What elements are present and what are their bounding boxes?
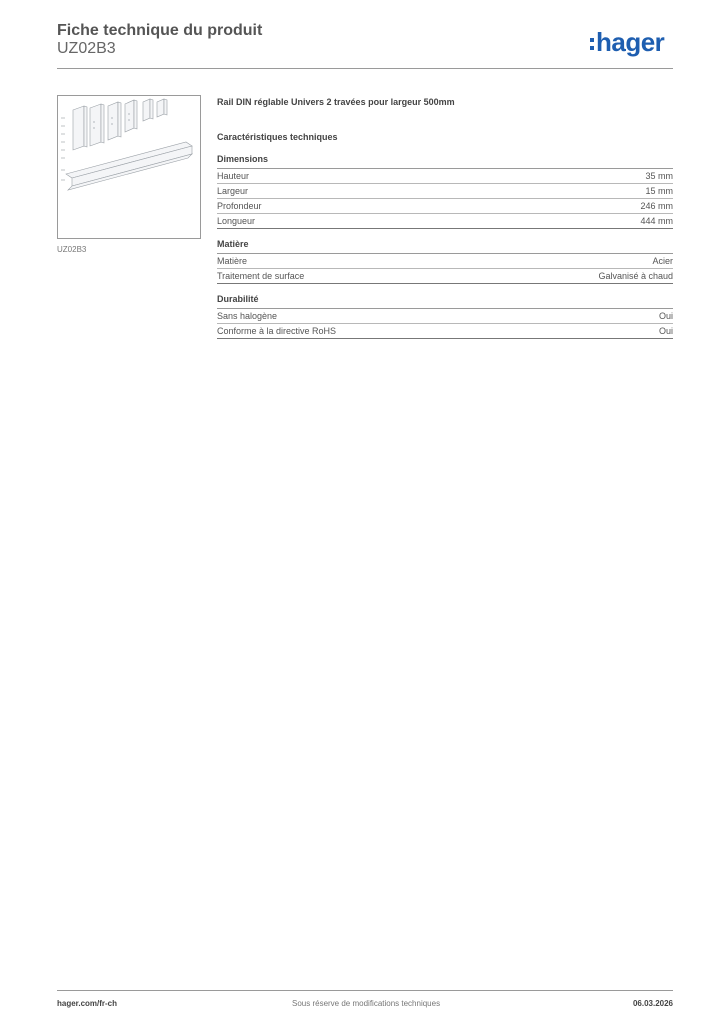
spec-row [217, 309, 673, 324]
spec-row [217, 269, 673, 284]
header-divider [57, 68, 673, 69]
spec-label: Conforme à la directive RoHS [217, 326, 337, 336]
spec-label: Largeur [217, 186, 249, 196]
spec-value: Oui [658, 326, 673, 336]
footer-disclaimer: Sous réserve de modifications techniques [292, 999, 441, 1008]
product-image [57, 95, 201, 239]
spec-row [217, 254, 673, 269]
group-heading: Matière [217, 237, 673, 254]
footer-divider [57, 990, 673, 991]
footer-website-link[interactable]: hager.com/fr-ch [57, 999, 118, 1008]
spec-row [217, 324, 673, 339]
product-name: Rail DIN réglable Univers 2 travées pour largeur 500mm [217, 97, 455, 107]
spec-row [217, 199, 673, 214]
technical-specs-heading: Caractéristiques techniques [217, 132, 338, 142]
logo-colon-icon [590, 38, 594, 50]
group-heading: Durabilité [217, 292, 673, 309]
spec-label: Traitement de surface [217, 271, 305, 281]
spec-value: Acier [652, 256, 673, 266]
image-caption: UZ02B3 [57, 245, 87, 254]
spec-value: 15 mm [645, 186, 673, 196]
logo-text: hager [596, 27, 665, 57]
hager-logo [590, 27, 664, 57]
spec-group-material [217, 237, 673, 284]
spec-value: Oui [658, 311, 673, 321]
spec-group-durability [217, 292, 673, 339]
product-reference: UZ02B3 [57, 40, 116, 57]
spec-group-dimensions [217, 152, 673, 229]
spec-label: Matière [217, 256, 248, 266]
product-details [217, 95, 673, 339]
spec-row [217, 214, 673, 229]
spec-label: Longueur [217, 216, 256, 226]
page-title: Fiche technique du produit [57, 22, 263, 39]
spec-value: 35 mm [645, 171, 673, 181]
spec-value: 246 mm [640, 201, 673, 211]
spec-value: 444 mm [640, 216, 673, 226]
spec-row [217, 184, 673, 199]
spec-label: Profondeur [217, 201, 262, 211]
footer-date: 06.03.2026 [632, 999, 673, 1008]
din-rail-illustration [58, 96, 200, 238]
group-heading: Dimensions [217, 152, 673, 169]
spec-row [217, 169, 673, 184]
spec-value: Galvanisé à chaud [598, 271, 673, 281]
spec-label: Sans halogène [217, 311, 278, 321]
spec-label: Hauteur [217, 171, 250, 181]
